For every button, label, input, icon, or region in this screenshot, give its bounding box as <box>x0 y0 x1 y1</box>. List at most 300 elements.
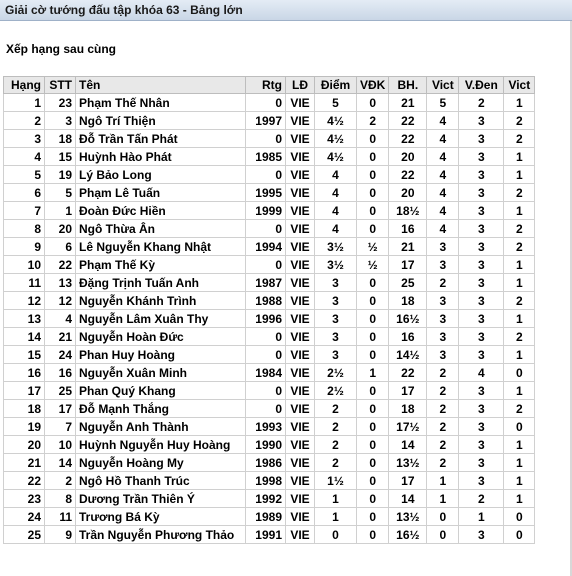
rating-cell: 0 <box>246 328 286 346</box>
wins2-cell: 2 <box>504 130 535 148</box>
header-name[interactable]: Tên <box>76 77 246 94</box>
rank-cell: 22 <box>4 472 45 490</box>
table-row <box>4 202 535 220</box>
buchholz-cell: 18½ <box>389 202 427 220</box>
rating-cell: 1996 <box>246 310 286 328</box>
table-row <box>4 166 535 184</box>
rating-cell: 1987 <box>246 274 286 292</box>
table-row <box>4 256 535 274</box>
no-cell: 11 <box>45 508 76 526</box>
federation-cell: VIE <box>286 148 315 166</box>
no-cell: 15 <box>45 148 76 166</box>
table-row <box>4 364 535 382</box>
header-wins[interactable]: Vict <box>427 77 459 94</box>
table-header-row <box>4 77 535 94</box>
black-cell: 2 <box>459 490 504 508</box>
points-cell: 1 <box>315 490 357 508</box>
buchholz-cell: 21 <box>389 94 427 112</box>
vdk-cell: 0 <box>357 274 389 292</box>
wins2-cell: 1 <box>504 436 535 454</box>
wins2-cell: 2 <box>504 400 535 418</box>
federation-cell: VIE <box>286 166 315 184</box>
name-cell: Phạm Lê Tuấn <box>76 184 246 202</box>
rank-cell: 18 <box>4 400 45 418</box>
name-cell: Nguyễn Xuân Minh <box>76 364 246 382</box>
vdk-cell: 0 <box>357 292 389 310</box>
table-row <box>4 292 535 310</box>
table-row <box>4 382 535 400</box>
name-cell: Trương Bá Kỳ <box>76 508 246 526</box>
no-cell: 25 <box>45 382 76 400</box>
points-cell: 3 <box>315 310 357 328</box>
wins-cell: 2 <box>427 274 459 292</box>
points-cell: 2 <box>315 418 357 436</box>
header-points[interactable]: Điểm <box>315 77 357 94</box>
points-cell: 4½ <box>315 148 357 166</box>
buchholz-cell: 17 <box>389 256 427 274</box>
black-cell: 3 <box>459 274 504 292</box>
federation-cell: VIE <box>286 328 315 346</box>
rating-cell: 1998 <box>246 472 286 490</box>
wins2-cell: 0 <box>504 508 535 526</box>
federation-cell: VIE <box>286 454 315 472</box>
wins-cell: 2 <box>427 364 459 382</box>
wins-cell: 3 <box>427 238 459 256</box>
vdk-cell: 0 <box>357 472 389 490</box>
federation-cell: VIE <box>286 490 315 508</box>
header-black[interactable]: V.Đen <box>459 77 504 94</box>
name-cell: Phạm Thế Kỳ <box>76 256 246 274</box>
no-cell: 22 <box>45 256 76 274</box>
rating-cell: 0 <box>246 346 286 364</box>
federation-cell: VIE <box>286 472 315 490</box>
header-rank[interactable]: Hạng <box>4 77 45 94</box>
wins-cell: 2 <box>427 418 459 436</box>
vdk-cell: 0 <box>357 202 389 220</box>
black-cell: 3 <box>459 112 504 130</box>
wins2-cell: 1 <box>504 274 535 292</box>
wins-cell: 1 <box>427 472 459 490</box>
black-cell: 3 <box>459 148 504 166</box>
buchholz-cell: 16½ <box>389 526 427 544</box>
federation-cell: VIE <box>286 112 315 130</box>
rating-cell: 1986 <box>246 454 286 472</box>
points-cell: 3 <box>315 274 357 292</box>
rank-cell: 23 <box>4 490 45 508</box>
table-row <box>4 490 535 508</box>
name-cell: Đặng Trịnh Tuấn Anh <box>76 274 246 292</box>
buchholz-cell: 16 <box>389 328 427 346</box>
table-row <box>4 94 535 112</box>
federation-cell: VIE <box>286 274 315 292</box>
table-row <box>4 472 535 490</box>
rank-cell: 7 <box>4 202 45 220</box>
name-cell: Nguyễn Khánh Trình <box>76 292 246 310</box>
rating-cell: 1991 <box>246 526 286 544</box>
wins2-cell: 1 <box>504 382 535 400</box>
no-cell: 12 <box>45 292 76 310</box>
federation-cell: VIE <box>286 220 315 238</box>
rank-cell: 24 <box>4 508 45 526</box>
wins-cell: 2 <box>427 382 459 400</box>
name-cell: Nguyễn Anh Thành <box>76 418 246 436</box>
points-cell: 4 <box>315 166 357 184</box>
wins-cell: 3 <box>427 346 459 364</box>
rank-cell: 15 <box>4 346 45 364</box>
buchholz-cell: 14½ <box>389 346 427 364</box>
rank-cell: 8 <box>4 220 45 238</box>
wins-cell: 3 <box>427 256 459 274</box>
black-cell: 3 <box>459 292 504 310</box>
wins2-cell: 1 <box>504 148 535 166</box>
rating-cell: 1992 <box>246 490 286 508</box>
points-cell: 2½ <box>315 364 357 382</box>
no-cell: 3 <box>45 112 76 130</box>
name-cell: Nguyễn Hoàn Đức <box>76 328 246 346</box>
table-row <box>4 220 535 238</box>
rating-cell: 0 <box>246 256 286 274</box>
header-vdk[interactable]: VĐK <box>357 77 389 94</box>
black-cell: 3 <box>459 220 504 238</box>
black-cell: 3 <box>459 328 504 346</box>
black-cell: 2 <box>459 94 504 112</box>
table-body <box>4 94 535 544</box>
no-cell: 21 <box>45 328 76 346</box>
points-cell: 2½ <box>315 382 357 400</box>
black-cell: 3 <box>459 400 504 418</box>
black-cell: 3 <box>459 454 504 472</box>
vdk-cell: 0 <box>357 418 389 436</box>
federation-cell: VIE <box>286 310 315 328</box>
no-cell: 20 <box>45 220 76 238</box>
wins2-cell: 1 <box>504 202 535 220</box>
table-row <box>4 346 535 364</box>
black-cell: 3 <box>459 418 504 436</box>
vdk-cell: 0 <box>357 184 389 202</box>
wins2-cell: 1 <box>504 310 535 328</box>
vdk-cell: 0 <box>357 436 389 454</box>
points-cell: 4½ <box>315 130 357 148</box>
no-cell: 23 <box>45 94 76 112</box>
federation-cell: VIE <box>286 508 315 526</box>
federation-cell: VIE <box>286 436 315 454</box>
no-cell: 8 <box>45 490 76 508</box>
rank-cell: 4 <box>4 148 45 166</box>
no-cell: 17 <box>45 400 76 418</box>
federation-cell: VIE <box>286 184 315 202</box>
wins-cell: 4 <box>427 130 459 148</box>
name-cell: Ngô Trí Thiện <box>76 112 246 130</box>
wins2-cell: 2 <box>504 112 535 130</box>
wins-cell: 3 <box>427 292 459 310</box>
name-cell: Lý Bảo Long <box>76 166 246 184</box>
rank-cell: 11 <box>4 274 45 292</box>
header-wins-2[interactable]: Vict <box>504 77 535 94</box>
buchholz-cell: 21 <box>389 238 427 256</box>
vdk-cell: 0 <box>357 130 389 148</box>
name-cell: Nguyễn Lâm Xuân Thy <box>76 310 246 328</box>
rank-cell: 1 <box>4 94 45 112</box>
rank-cell: 5 <box>4 166 45 184</box>
wins2-cell: 2 <box>504 328 535 346</box>
buchholz-cell: 18 <box>389 400 427 418</box>
wins-cell: 4 <box>427 166 459 184</box>
vdk-cell: 0 <box>357 94 389 112</box>
table-row <box>4 238 535 256</box>
table-row <box>4 526 535 544</box>
name-cell: Huỳnh Nguyễn Huy Hoàng <box>76 436 246 454</box>
rank-cell: 14 <box>4 328 45 346</box>
vdk-cell: 0 <box>357 454 389 472</box>
federation-cell: VIE <box>286 418 315 436</box>
rating-cell: 0 <box>246 382 286 400</box>
name-cell: Nguyễn Hoàng My <box>76 454 246 472</box>
points-cell: 2 <box>315 400 357 418</box>
wins-cell: 3 <box>427 328 459 346</box>
no-cell: 10 <box>45 436 76 454</box>
black-cell: 3 <box>459 310 504 328</box>
name-cell: Phạm Thế Nhân <box>76 94 246 112</box>
vdk-cell: 0 <box>357 328 389 346</box>
no-cell: 4 <box>45 310 76 328</box>
vdk-cell: 0 <box>357 148 389 166</box>
buchholz-cell: 16½ <box>389 310 427 328</box>
vdk-cell: 2 <box>357 112 389 130</box>
points-cell: 2 <box>315 454 357 472</box>
wins2-cell: 2 <box>504 292 535 310</box>
federation-cell: VIE <box>286 130 315 148</box>
rating-cell: 1984 <box>246 364 286 382</box>
name-cell: Ngô Thừa Ân <box>76 220 246 238</box>
points-cell: 3 <box>315 346 357 364</box>
points-cell: 3½ <box>315 238 357 256</box>
rank-cell: 21 <box>4 454 45 472</box>
rating-cell: 0 <box>246 220 286 238</box>
wins2-cell: 1 <box>504 346 535 364</box>
rating-cell: 0 <box>246 94 286 112</box>
header-buchholz[interactable]: BH. <box>389 77 427 94</box>
vdk-cell: 0 <box>357 490 389 508</box>
name-cell: Lê Nguyễn Khang Nhật <box>76 238 246 256</box>
name-cell: Đỗ Trần Tấn Phát <box>76 130 246 148</box>
wins-cell: 3 <box>427 310 459 328</box>
wins2-cell: 1 <box>504 490 535 508</box>
vdk-cell: 0 <box>357 220 389 238</box>
name-cell: Đỗ Mạnh Thắng <box>76 400 246 418</box>
rating-cell: 1985 <box>246 148 286 166</box>
rating-cell: 0 <box>246 130 286 148</box>
vdk-cell: 0 <box>357 400 389 418</box>
buchholz-cell: 17½ <box>389 418 427 436</box>
rating-cell: 1997 <box>246 112 286 130</box>
rank-cell: 3 <box>4 130 45 148</box>
wins-cell: 0 <box>427 508 459 526</box>
wins2-cell: 1 <box>504 256 535 274</box>
table-row <box>4 328 535 346</box>
rating-cell: 1994 <box>246 238 286 256</box>
header-rating[interactable]: Rtg <box>246 77 286 94</box>
rank-cell: 12 <box>4 292 45 310</box>
wins-cell: 0 <box>427 526 459 544</box>
points-cell: 5 <box>315 94 357 112</box>
vdk-cell: 0 <box>357 508 389 526</box>
buchholz-cell: 17 <box>389 472 427 490</box>
wins-cell: 4 <box>427 148 459 166</box>
no-cell: 14 <box>45 454 76 472</box>
points-cell: 4 <box>315 184 357 202</box>
no-cell: 9 <box>45 526 76 544</box>
federation-cell: VIE <box>286 526 315 544</box>
table-row <box>4 274 535 292</box>
rank-cell: 2 <box>4 112 45 130</box>
points-cell: 4½ <box>315 112 357 130</box>
black-cell: 3 <box>459 184 504 202</box>
black-cell: 3 <box>459 238 504 256</box>
vdk-cell: 0 <box>357 382 389 400</box>
no-cell: 6 <box>45 238 76 256</box>
window-title: Giải cờ tướng đấu tập khóa 63 - Bảng lớn <box>5 3 243 17</box>
no-cell: 24 <box>45 346 76 364</box>
vdk-cell: 0 <box>357 310 389 328</box>
rank-cell: 19 <box>4 418 45 436</box>
wins2-cell: 1 <box>504 472 535 490</box>
no-cell: 13 <box>45 274 76 292</box>
rank-cell: 9 <box>4 238 45 256</box>
wins-cell: 4 <box>427 112 459 130</box>
buchholz-cell: 13½ <box>389 508 427 526</box>
federation-cell: VIE <box>286 94 315 112</box>
header-federation[interactable]: LĐ <box>286 77 315 94</box>
no-cell: 7 <box>45 418 76 436</box>
rank-cell: 13 <box>4 310 45 328</box>
black-cell: 3 <box>459 202 504 220</box>
no-cell: 2 <box>45 472 76 490</box>
vdk-cell: ½ <box>357 256 389 274</box>
buchholz-cell: 25 <box>389 274 427 292</box>
wins-cell: 2 <box>427 454 459 472</box>
black-cell: 3 <box>459 130 504 148</box>
no-cell: 18 <box>45 130 76 148</box>
buchholz-cell: 18 <box>389 292 427 310</box>
black-cell: 3 <box>459 436 504 454</box>
page-heading: Xếp hạng sau cùng <box>6 42 117 56</box>
federation-cell: VIE <box>286 292 315 310</box>
vdk-cell: 0 <box>357 346 389 364</box>
buchholz-cell: 14 <box>389 436 427 454</box>
wins2-cell: 1 <box>504 94 535 112</box>
wins2-cell: 1 <box>504 166 535 184</box>
federation-cell: VIE <box>286 364 315 382</box>
federation-cell: VIE <box>286 256 315 274</box>
name-cell: Phan Huy Hoàng <box>76 346 246 364</box>
name-cell: Dương Trần Thiên Ý <box>76 490 246 508</box>
federation-cell: VIE <box>286 202 315 220</box>
rating-cell: 0 <box>246 166 286 184</box>
points-cell: 4 <box>315 202 357 220</box>
vdk-cell: ½ <box>357 238 389 256</box>
federation-cell: VIE <box>286 238 315 256</box>
federation-cell: VIE <box>286 346 315 364</box>
name-cell: Trần Nguyễn Phương Thảo <box>76 526 246 544</box>
points-cell: 1 <box>315 508 357 526</box>
black-cell: 4 <box>459 364 504 382</box>
name-cell: Phan Quý Khang <box>76 382 246 400</box>
buchholz-cell: 22 <box>389 112 427 130</box>
header-no[interactable]: STT <box>45 77 76 94</box>
wins-cell: 2 <box>427 436 459 454</box>
rating-cell: 1988 <box>246 292 286 310</box>
no-cell: 16 <box>45 364 76 382</box>
table-row <box>4 184 535 202</box>
no-cell: 19 <box>45 166 76 184</box>
buchholz-cell: 17 <box>389 382 427 400</box>
wins-cell: 5 <box>427 94 459 112</box>
standings-table <box>3 76 535 544</box>
black-cell: 1 <box>459 508 504 526</box>
vdk-cell: 1 <box>357 364 389 382</box>
buchholz-cell: 22 <box>389 130 427 148</box>
buchholz-cell: 20 <box>389 148 427 166</box>
window-titlebar <box>0 0 572 21</box>
wins2-cell: 2 <box>504 220 535 238</box>
table-row <box>4 454 535 472</box>
rating-cell: 1990 <box>246 436 286 454</box>
wins-cell: 2 <box>427 400 459 418</box>
wins2-cell: 2 <box>504 184 535 202</box>
table-row <box>4 436 535 454</box>
wins2-cell: 0 <box>504 364 535 382</box>
rank-cell: 6 <box>4 184 45 202</box>
rank-cell: 10 <box>4 256 45 274</box>
rank-cell: 17 <box>4 382 45 400</box>
black-cell: 3 <box>459 166 504 184</box>
wins2-cell: 2 <box>504 238 535 256</box>
rating-cell: 1989 <box>246 508 286 526</box>
wins-cell: 4 <box>427 202 459 220</box>
black-cell: 3 <box>459 382 504 400</box>
rating-cell: 1995 <box>246 184 286 202</box>
rating-cell: 0 <box>246 400 286 418</box>
wins2-cell: 0 <box>504 418 535 436</box>
no-cell: 5 <box>45 184 76 202</box>
wins2-cell: 0 <box>504 526 535 544</box>
wins-cell: 4 <box>427 184 459 202</box>
points-cell: 2 <box>315 436 357 454</box>
name-cell: Ngô Hồ Thanh Trúc <box>76 472 246 490</box>
rank-cell: 20 <box>4 436 45 454</box>
rank-cell: 25 <box>4 526 45 544</box>
black-cell: 3 <box>459 256 504 274</box>
no-cell: 1 <box>45 202 76 220</box>
points-cell: 3½ <box>315 256 357 274</box>
table-row <box>4 508 535 526</box>
points-cell: 3 <box>315 292 357 310</box>
black-cell: 3 <box>459 346 504 364</box>
buchholz-cell: 22 <box>389 166 427 184</box>
table-row <box>4 148 535 166</box>
buchholz-cell: 20 <box>389 184 427 202</box>
table-row <box>4 400 535 418</box>
rank-cell: 16 <box>4 364 45 382</box>
points-cell: 3 <box>315 328 357 346</box>
points-cell: 4 <box>315 220 357 238</box>
rating-cell: 1993 <box>246 418 286 436</box>
wins-cell: 4 <box>427 220 459 238</box>
federation-cell: VIE <box>286 400 315 418</box>
vdk-cell: 0 <box>357 526 389 544</box>
table-row <box>4 418 535 436</box>
buchholz-cell: 16 <box>389 220 427 238</box>
